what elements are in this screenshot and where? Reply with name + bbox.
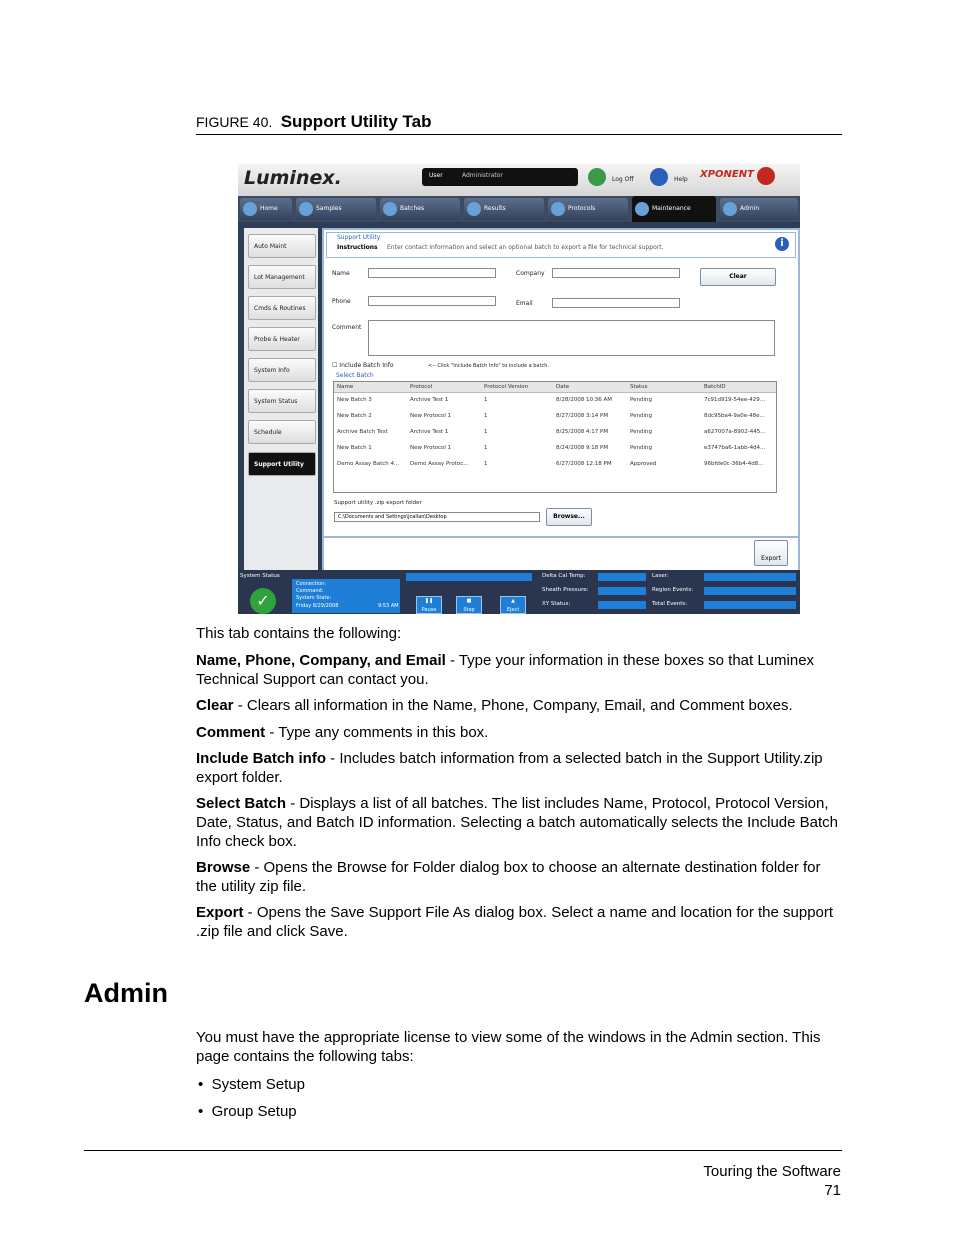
cell: New Batch 3 bbox=[337, 397, 372, 403]
panel-title: Support Utility bbox=[337, 234, 381, 241]
definition-term: Clear bbox=[196, 697, 234, 714]
sidebar-item-schedule[interactable]: Schedule bbox=[248, 420, 316, 444]
email-label: Email bbox=[516, 300, 533, 307]
xy-status-label: XY Status: bbox=[542, 601, 571, 607]
email-field[interactable] bbox=[552, 298, 680, 308]
cell: New Batch 2 bbox=[337, 413, 372, 419]
table-row[interactable] bbox=[334, 440, 776, 456]
cell: Pending bbox=[630, 413, 652, 419]
table-row[interactable] bbox=[334, 424, 776, 440]
log-off-icon[interactable] bbox=[588, 168, 606, 186]
definition-text: - Includes batch information from a selected batch in the Support Utility.zip export folder. bbox=[196, 750, 823, 786]
section-heading: Admin bbox=[84, 978, 168, 1008]
tab-batches[interactable]: Batches bbox=[380, 198, 460, 220]
table-row[interactable] bbox=[334, 408, 776, 424]
instructions-box bbox=[326, 232, 796, 258]
comment-field[interactable] bbox=[368, 320, 775, 356]
definition-term: Browse bbox=[196, 859, 251, 876]
results-icon bbox=[467, 202, 481, 216]
sheath-pressure-bar bbox=[598, 587, 646, 595]
user-value: Administrator bbox=[462, 172, 503, 179]
cell: 8dc95ba4-9a0e-48e... bbox=[704, 413, 765, 419]
sidebar-item-support-utility[interactable]: Support Utility bbox=[248, 452, 316, 476]
command-label: Command: bbox=[296, 588, 324, 594]
user-box bbox=[422, 168, 578, 186]
cell: Demo Assay Protoc... bbox=[410, 461, 469, 467]
col-date: Date bbox=[556, 384, 570, 390]
cell: 1 bbox=[484, 461, 488, 467]
sidebar-item-probe-heater[interactable]: Probe & Heater bbox=[248, 327, 316, 351]
cell: Archive Test 1 bbox=[410, 429, 449, 435]
connection-label: Connection: bbox=[296, 581, 326, 587]
definition-item bbox=[196, 794, 844, 851]
footer-divider bbox=[84, 1150, 842, 1151]
definition-text: - Opens the Browse for Folder dialog box to choose an alternate destination folder for the utility zip file. bbox=[196, 859, 821, 895]
sheath-pressure-label: Sheath Pressure: bbox=[542, 587, 589, 593]
definition-item bbox=[196, 749, 844, 787]
tab-results[interactable]: Results bbox=[464, 198, 544, 220]
cell: Approved bbox=[630, 461, 657, 467]
figure-caption bbox=[196, 112, 842, 135]
cell: New Batch 1 bbox=[337, 445, 372, 451]
include-batch-checkbox[interactable]: ☐ Include Batch Info bbox=[332, 362, 394, 369]
definition-term: Include Batch info bbox=[196, 750, 327, 767]
definition-item bbox=[196, 723, 844, 742]
phone-field[interactable] bbox=[368, 296, 496, 306]
checkmark-icon: ✓ bbox=[250, 588, 276, 614]
main-tabs bbox=[238, 196, 800, 222]
select-batch-label: Select Batch bbox=[336, 372, 374, 379]
total-events-label: Total Events: bbox=[652, 601, 688, 607]
cell: Pending bbox=[630, 397, 652, 403]
col-protocol: Protocol bbox=[410, 384, 433, 390]
help-icon[interactable] bbox=[650, 168, 668, 186]
cell: 8/27/2008 3:14 PM bbox=[556, 413, 609, 419]
cell: a627007a-8902-445... bbox=[704, 429, 766, 435]
sidebar-item-system-info[interactable]: System Info bbox=[248, 358, 316, 382]
include-batch-hint: <-- Click "Include Batch Info" to include a batch. bbox=[428, 363, 549, 369]
definition-item bbox=[196, 858, 844, 896]
definition-text: - Type your information in these boxes so that Luminex Technical Support can contact you. bbox=[196, 652, 815, 688]
tab-home[interactable]: Home bbox=[240, 198, 292, 220]
system-state-label: System State: bbox=[296, 595, 332, 601]
export-button[interactable]: Export bbox=[754, 540, 788, 566]
region-events-label: Region Events: bbox=[652, 587, 694, 593]
batch-table bbox=[333, 381, 777, 493]
log-off-button[interactable]: Log Off bbox=[612, 176, 634, 183]
definition-text: - Clears all information in the Name, Phone, Company, Email, and Comment boxes. bbox=[233, 697, 793, 714]
total-events-bar bbox=[704, 601, 796, 609]
sidebar-item-auto-maint[interactable]: Auto Maint bbox=[248, 234, 316, 258]
xy-status-bar bbox=[598, 601, 646, 609]
definition-text: - Displays a list of all batches. The list includes Name, Protocol, Protocol Version, Date, Status, and Batch ID information. Selecting a batch automatically selects the Include Batch Info check box. bbox=[196, 795, 839, 850]
support-utility-panel bbox=[322, 228, 800, 568]
delta-cal-label: Delta Cal Temp: bbox=[542, 573, 586, 579]
company-field[interactable] bbox=[552, 268, 680, 278]
table-row[interactable] bbox=[334, 456, 776, 472]
tab-samples[interactable]: Samples bbox=[296, 198, 376, 220]
col-status: Status bbox=[630, 384, 648, 390]
status-time: 9:53 AM bbox=[378, 603, 399, 609]
cell: 1 bbox=[484, 429, 488, 435]
name-label: Name bbox=[332, 270, 350, 277]
col-protocol-version: Protocol Version bbox=[484, 384, 529, 390]
info-icon[interactable]: i bbox=[775, 237, 789, 251]
pause-button[interactable]: ❚❚ Pause bbox=[416, 596, 442, 614]
connection-box bbox=[292, 579, 400, 613]
batches-icon bbox=[383, 202, 397, 216]
cell: Pending bbox=[630, 445, 652, 451]
sidebar-item-cmds-routines[interactable]: Cmds & Routines bbox=[248, 296, 316, 320]
col-batchid: BatchID bbox=[704, 384, 726, 390]
maintenance-sidebar bbox=[244, 228, 318, 574]
laser-label: Laser: bbox=[652, 573, 669, 579]
cell: 1 bbox=[484, 413, 488, 419]
tab-protocols[interactable]: Protocols bbox=[548, 198, 628, 220]
status-bar bbox=[238, 570, 800, 614]
list-item-text: System Setup bbox=[211, 1076, 305, 1093]
samples-icon bbox=[299, 202, 313, 216]
clear-button[interactable]: Clear bbox=[700, 268, 776, 286]
application-screenshot bbox=[238, 164, 800, 614]
maintenance-icon bbox=[635, 202, 649, 216]
admin-icon bbox=[723, 202, 737, 216]
footer-title: Touring the Software bbox=[703, 1163, 841, 1180]
definition-item bbox=[196, 903, 844, 941]
cell: 96bfde0c-36b4-4d8... bbox=[704, 461, 764, 467]
comment-label: Comment bbox=[332, 324, 362, 331]
phone-label: Phone bbox=[332, 298, 351, 305]
page-number: 71 bbox=[824, 1182, 841, 1199]
definition-text: - Opens the Save Support File As dialog box. Select a name and location for the support .zip file and click Save. bbox=[196, 904, 834, 940]
tab-admin[interactable]: Admin bbox=[720, 198, 798, 220]
help-button[interactable]: Help bbox=[674, 176, 688, 183]
region-events-bar bbox=[704, 587, 796, 595]
definition-term: Select Batch bbox=[196, 795, 287, 812]
home-icon bbox=[243, 202, 257, 216]
cell: 8/25/2008 4:17 PM bbox=[556, 429, 609, 435]
cell: e3747ba6-1abb-4d4... bbox=[704, 445, 766, 451]
cell: 8/28/2008 10:36 AM bbox=[556, 397, 613, 403]
system-status-label: System Status bbox=[240, 573, 280, 579]
admin-paragraph: You must have the appropriate license to view some of the windows in the Admin section. This page contains the following tabs: bbox=[196, 1029, 821, 1065]
list-item: • Group Setup bbox=[198, 1103, 297, 1120]
cell: 6/27/2008 12:18 PM bbox=[556, 461, 612, 467]
browse-button[interactable]: Browse... bbox=[546, 508, 592, 526]
protocols-icon bbox=[551, 202, 565, 216]
export-area bbox=[322, 536, 800, 574]
status-date: Friday 8/29/2008 bbox=[296, 603, 339, 609]
intro-text: This tab contains the following: bbox=[196, 625, 402, 642]
company-label: Company bbox=[516, 270, 545, 277]
luminex-logo: Luminex. bbox=[244, 167, 342, 189]
col-name: Name bbox=[337, 384, 354, 390]
list-item-text: Group Setup bbox=[211, 1103, 297, 1120]
instructions-label: Instructions bbox=[337, 244, 378, 251]
definition-item bbox=[196, 696, 844, 715]
export-folder-label: Support utility .zip export folder bbox=[334, 500, 422, 506]
cell: 7c91d919-54ee-429... bbox=[704, 397, 765, 403]
delta-cal-bar bbox=[598, 573, 646, 581]
title-bar bbox=[238, 164, 800, 196]
cell: Archive Batch Test bbox=[337, 429, 388, 435]
definition-term: Comment bbox=[196, 724, 266, 741]
user-label: User bbox=[429, 172, 443, 179]
cell: Demo Assay Batch 4... bbox=[337, 461, 400, 467]
cell: Archive Test 1 bbox=[410, 397, 449, 403]
cell: New Protocol 1 bbox=[410, 445, 452, 451]
cell: New Protocol 1 bbox=[410, 413, 452, 419]
figure-number: FIGURE 40. bbox=[196, 114, 273, 130]
figure-title: Support Utility Tab bbox=[280, 112, 432, 131]
stop-button[interactable]: ■ Stop bbox=[456, 596, 482, 614]
sidebar-item-lot-management[interactable]: Lot Management bbox=[248, 265, 316, 289]
definition-item bbox=[196, 651, 844, 689]
brand-icon bbox=[757, 167, 775, 185]
definition-term: Name, Phone, Company, and Email bbox=[196, 652, 446, 669]
cell: 1 bbox=[484, 445, 488, 451]
cell: 1 bbox=[484, 397, 488, 403]
instructions-text: Enter contact information and select an optional batch to export a file for technical support. bbox=[387, 244, 664, 251]
definition-term: Export bbox=[196, 904, 244, 921]
definition-text: - Type any comments in this box. bbox=[265, 724, 489, 741]
cell: Pending bbox=[630, 429, 652, 435]
table-row[interactable] bbox=[334, 392, 776, 408]
progress-bar bbox=[406, 573, 532, 581]
export-folder-field[interactable]: C:\Documents and Settings\jcallan\Desktop bbox=[334, 512, 540, 522]
name-field[interactable] bbox=[368, 268, 496, 278]
tab-maintenance[interactable]: Maintenance bbox=[632, 196, 716, 222]
cell: 8/24/2008 9:18 PM bbox=[556, 445, 609, 451]
xponent-brand: XPONENT bbox=[700, 169, 754, 180]
sidebar-item-system-status[interactable]: System Status bbox=[248, 389, 316, 413]
eject-button[interactable]: ▲ Eject bbox=[500, 596, 526, 614]
laser-bar bbox=[704, 573, 796, 581]
list-item: • System Setup bbox=[198, 1076, 305, 1093]
